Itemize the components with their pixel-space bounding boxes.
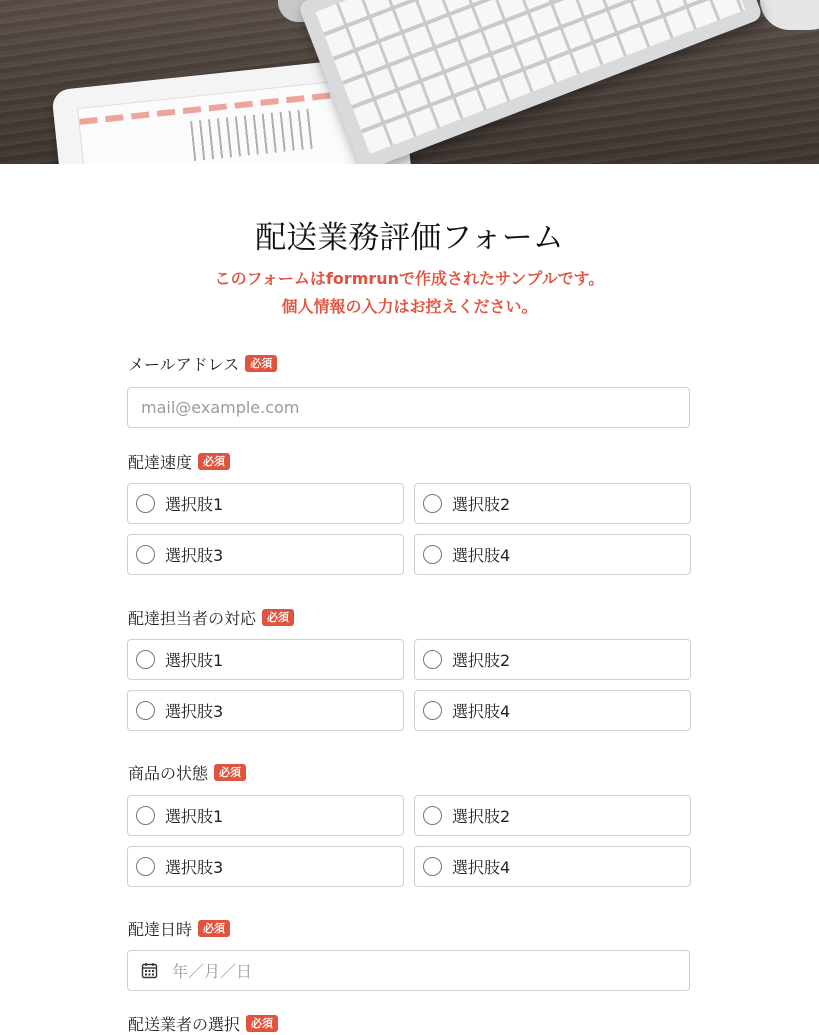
product-condition-label: 商品の状態: [128, 764, 209, 783]
radio-unselected-icon[interactable]: [423, 545, 442, 564]
courier-response-option-2[interactable]: [414, 639, 691, 680]
delivery-date-placeholder: 年／月／日: [172, 962, 253, 981]
required-badge: 必須: [198, 920, 230, 937]
option-label: 選択肢2: [452, 807, 511, 826]
email-input[interactable]: mail@example.com: [127, 387, 690, 428]
option-label: 選択肢3: [165, 702, 224, 721]
required-badge: 必須: [245, 355, 277, 372]
radio-unselected-icon[interactable]: [136, 857, 155, 876]
required-badge: 必須: [262, 609, 294, 626]
sample-notice-line2: 個人情報の入力はお控えください。: [281, 297, 538, 316]
courier-response-option-1[interactable]: [127, 639, 404, 680]
option-label: 選択肢4: [452, 858, 511, 877]
option-label: 選択肢1: [165, 495, 224, 514]
required-badge: 必須: [246, 1015, 278, 1032]
radio-unselected-icon[interactable]: [136, 650, 155, 669]
radio-unselected-icon[interactable]: [423, 494, 442, 513]
radio-unselected-icon[interactable]: [423, 806, 442, 825]
product-condition-option-1[interactable]: [127, 795, 404, 836]
courier-response-option-3[interactable]: [127, 690, 404, 731]
radio-unselected-icon[interactable]: [136, 545, 155, 564]
product-condition-option-2[interactable]: [414, 795, 691, 836]
delivery-speed-option-2[interactable]: [414, 483, 691, 524]
delivery-date-input[interactable]: [127, 950, 690, 991]
option-label: 選択肢3: [165, 858, 224, 877]
required-badge: 必須: [198, 453, 230, 470]
delivery-speed-label: 配達速度: [128, 453, 193, 472]
option-label: 選択肢1: [165, 651, 224, 670]
product-condition-option-3[interactable]: [127, 846, 404, 887]
radio-unselected-icon[interactable]: [136, 806, 155, 825]
delivery-speed-option-1[interactable]: [127, 483, 404, 524]
option-label: 選択肢1: [165, 807, 224, 826]
option-label: 選択肢2: [452, 651, 511, 670]
form-title: 配送業務評価フォーム: [255, 220, 564, 256]
delivery-speed-option-4[interactable]: [414, 534, 691, 575]
courier-response-option-4[interactable]: [414, 690, 691, 731]
courier-response-label-row: [128, 606, 294, 629]
product-condition-label-row: [128, 761, 246, 784]
option-label: 選択肢3: [165, 546, 224, 565]
radio-unselected-icon[interactable]: [423, 857, 442, 876]
option-label: 選択肢4: [452, 702, 511, 721]
carrier-label: 配送業者の選択: [128, 1015, 241, 1034]
email-label: メールアドレス: [128, 355, 240, 374]
delivery-date-label-row: [128, 917, 230, 940]
radio-unselected-icon[interactable]: [423, 650, 442, 669]
email-label-row: [128, 352, 277, 375]
option-label: 選択肢4: [452, 546, 511, 565]
delivery-date-label: 配達日時: [128, 920, 193, 939]
sample-notice-line1: このフォームはformrunで作成されたサンプルです。: [214, 269, 605, 288]
radio-unselected-icon[interactable]: [423, 701, 442, 720]
required-badge: 必須: [214, 764, 246, 781]
product-condition-option-4[interactable]: [414, 846, 691, 887]
header-image: [0, 0, 819, 164]
radio-unselected-icon[interactable]: [136, 701, 155, 720]
delivery-speed-option-3[interactable]: [127, 534, 404, 575]
calendar-icon: [141, 962, 158, 979]
radio-unselected-icon[interactable]: [136, 494, 155, 513]
delivery-speed-label-row: [128, 450, 230, 473]
courier-response-label: 配達担当者の対応: [128, 609, 257, 628]
option-label: 選択肢2: [452, 495, 511, 514]
